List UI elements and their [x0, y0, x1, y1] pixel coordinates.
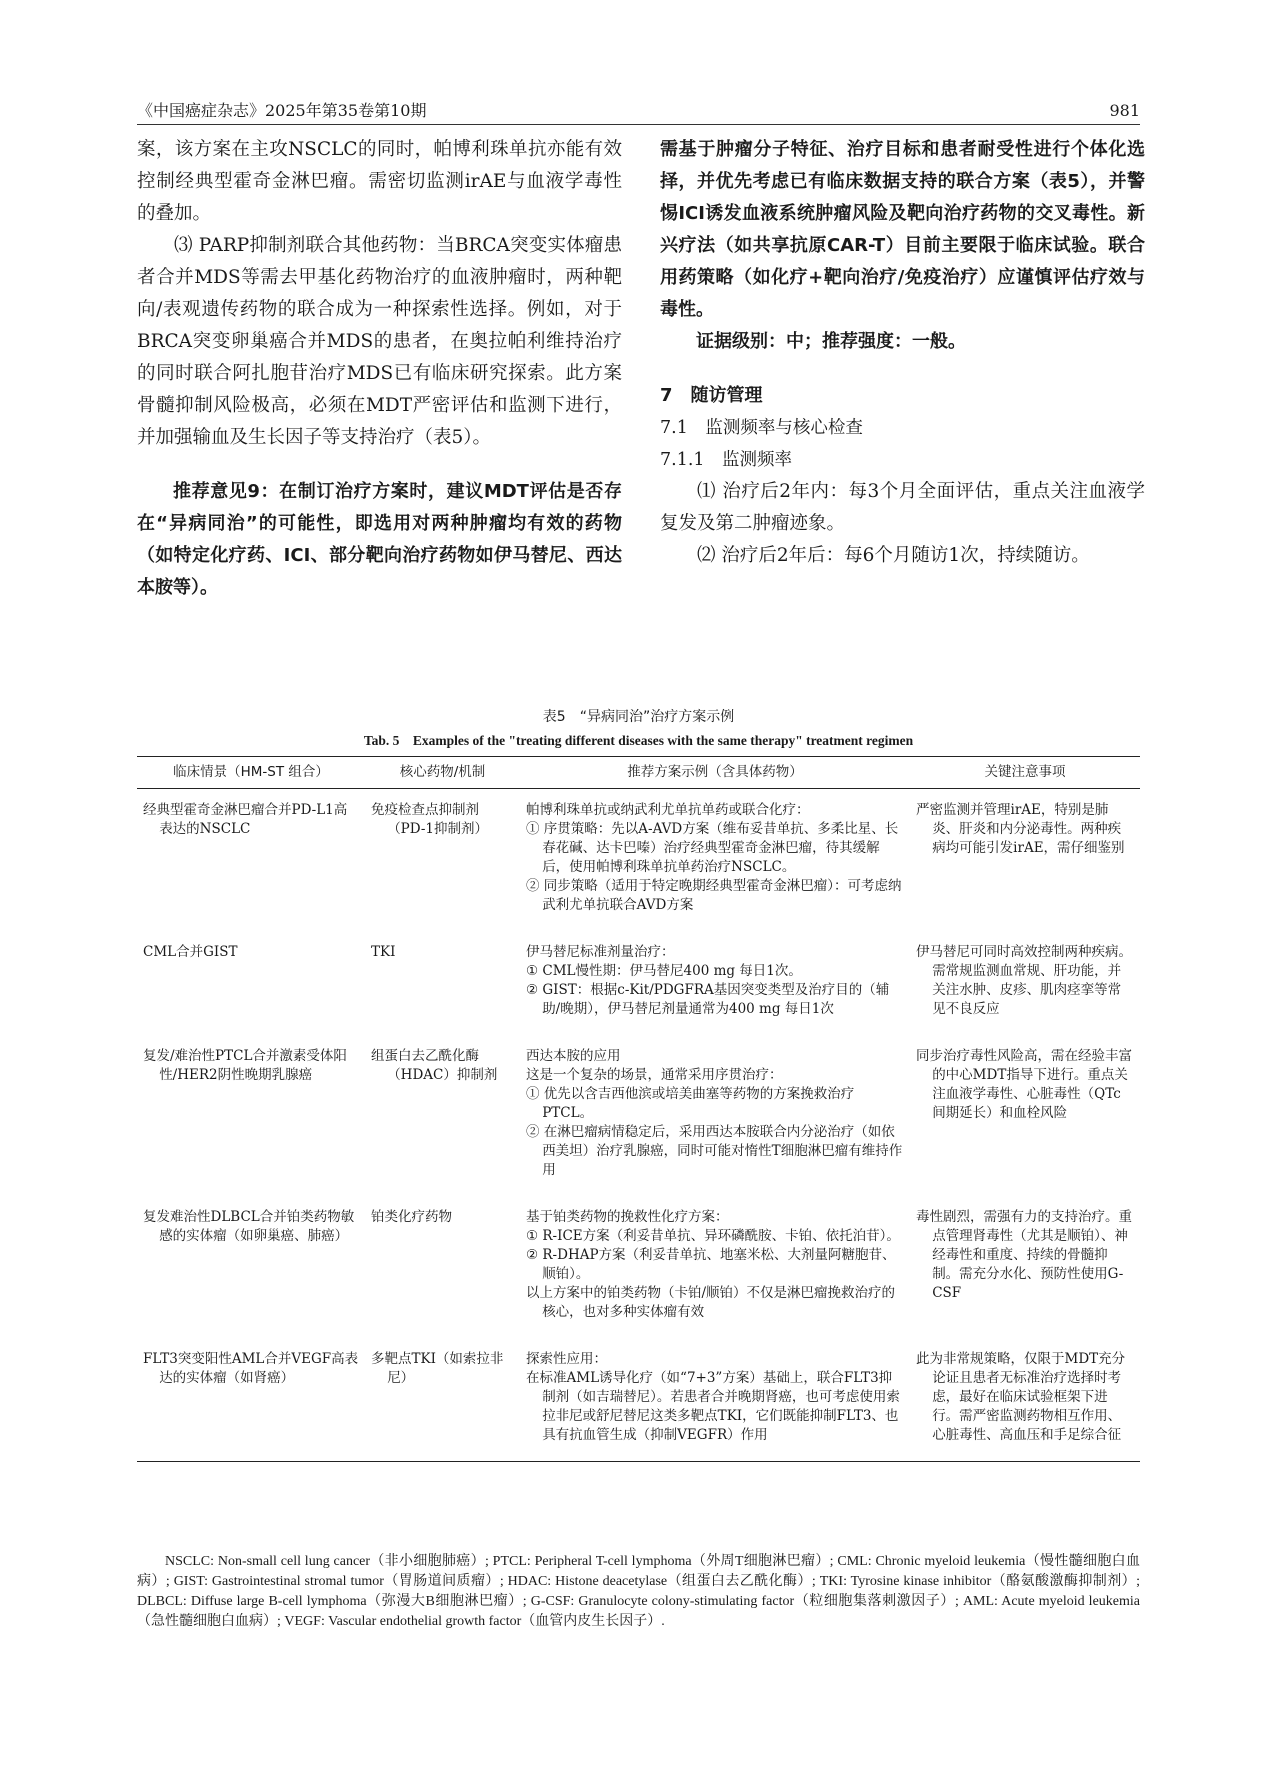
cell-drug-text: 多靶点TKI（如索拉非尼）	[371, 1351, 504, 1386]
cell-scenario	[137, 789, 365, 932]
cell-notes-text: 伊马替尼可同时高效控制两种疾病。需常规监测血常规、肝功能，并关注水肿、皮疹、肌肉痉挛等常见不良反应	[916, 944, 1132, 1017]
cell-drug	[365, 931, 520, 1035]
cell-drug	[365, 1035, 520, 1196]
right-column	[660, 134, 1145, 572]
cell-scenario-text: 经典型霍奇金淋巴瘤合并PD-L1高表达的NSCLC	[143, 802, 348, 837]
table-row	[137, 1338, 1140, 1462]
plan-item: ② GIST：根据c-Kit/PDGFRA基因突变类型及治疗目的（辅助/晚期），伊马替尼剂量通常为400 mg 每日1次	[526, 982, 890, 1017]
cell-scenario	[137, 1338, 365, 1462]
plan-item: ① CML慢性期：伊马替尼400 mg 每日1次。	[526, 963, 802, 979]
plan-item: ② R-DHAP方案（利妥昔单抗、地塞米松、大剂量阿糖胞苷、顺铂）。	[526, 1247, 896, 1282]
table-row	[137, 1196, 1140, 1338]
plan-item: ① 序贯策略：先以A-AVD方案（维布妥昔单抗、多柔比星、长春花碱、达卡巴嗪）治疗经典型霍奇金淋巴瘤，待其缓解后，使用帕博利珠单抗单药治疗NSCLC。	[526, 821, 899, 875]
followup-item-2: ⑵ 治疗后2年后：每6个月随访1次，持续随访。	[697, 545, 1090, 566]
cell-plan	[520, 789, 910, 932]
table-row	[137, 931, 1140, 1035]
table-header-row	[137, 757, 1140, 789]
journal-title: 《中国癌症杂志》2025年第35卷第10期	[137, 101, 427, 120]
plan-item: ② 同步策略（适用于特定晚期经典型霍奇金淋巴瘤）：可考虑纳武利尤单抗联合AVD方案	[526, 878, 902, 913]
cell-scenario-text: 复发/难治性PTCL合并激素受体阳性/HER2阴性晚期乳腺癌	[143, 1048, 347, 1083]
followup-item-1: ⑴ 治疗后2年内：每3个月全面评估，重点关注血液学复发及第二肿瘤迹象。	[660, 481, 1145, 534]
page-number: 981	[1109, 101, 1140, 120]
cell-scenario	[137, 1196, 365, 1338]
table-footnote	[137, 1552, 1140, 1632]
cell-plan	[520, 931, 910, 1035]
cell-drug	[365, 789, 520, 932]
cell-drug-text: 铂类化疗药物	[371, 1209, 452, 1225]
plan-intro: 帕博利珠单抗或纳武利尤单抗单药或联合化疗：	[526, 802, 810, 818]
cell-scenario	[137, 1035, 365, 1196]
cell-drug	[365, 1196, 520, 1338]
cell-notes	[910, 1338, 1140, 1462]
table-caption-cn: 表5 “异病同治”治疗方案示例	[542, 709, 735, 725]
cell-notes-text: 此为非常规策略，仅限于MDT充分论证且患者无标准治疗选择时考虑，最好在临床试验框架下进行。需严密监测药物相互作用、心脏毒性、高血压和手足综合征	[916, 1351, 1126, 1443]
cell-scenario-text: FLT3突变阳性AML合并VEGF高表达的实体瘤（如肾癌）	[143, 1351, 359, 1386]
left-column	[137, 134, 622, 604]
col-header-notes: 关键注意事项	[910, 757, 1140, 789]
cell-notes-text: 毒性剧烈，需强有力的支持治疗。重点管理肾毒性（尤其是顺铂）、神经毒性和重度、持续的骨髓抑制。需充分水化、预防性使用G-CSF	[916, 1209, 1132, 1301]
col-header-scenario: 临床情景（HM-ST 组合）	[137, 757, 365, 789]
cell-notes-text: 同步治疗毒性风险高，需在经验丰富的中心MDT指导下进行。重点关注血液学毒性、心脏毒性（QTc间期延长）和血栓风险	[916, 1048, 1132, 1121]
abbreviation-list: NSCLC: Non-small cell lung cancer（非小细胞肺癌）; PTCL: Peripheral T-cell lymphoma（外周T细胞淋巴瘤）; CML: Chronic myeloid leukemia（慢性髓细胞白血病）; GIST: Gastrointestinal stromal tumor（胃肠道间质瘤）; HDAC: Histone deacetylase（组蛋白去乙酰化酶）; TKI: Tyrosine kinase inhibitor（酪氨酸激酶抑制剂）; DLBCL: Diffuse large B-cell lymphoma（弥漫大B细胞淋巴瘤）; G-CSF: Granulocyte colony-stimulating factor（粒细胞集落刺激因子）; AML: Acute myeloid leukemia（急性髓细胞白血病）; VEGF: Vascular endothelial growth factor（血管内皮生长因子）.	[137, 1554, 1140, 1629]
cell-plan	[520, 1196, 910, 1338]
cell-plan	[520, 1035, 910, 1196]
plan-item: 在标准AML诱导化疗（如“7+3”方案）基础上，联合FLT3抑制剂（如吉瑞替尼）。若患者合并晚期肾癌，也可考虑使用索拉非尼或舒尼替尼这类多靶点TKI，它们既能抑制FLT3、也具有抗血管生成（抑制VEGFR）作用	[526, 1370, 900, 1443]
recommendation-9: 推荐意见9：在制订治疗方案时，建议MDT评估是否存在“异病同治”的可能性，即选用对两种肿瘤均有效的药物（如特定化疗药、ICI、部分靶向治疗药物如伊马替尼、西达本胺等）。	[137, 481, 622, 598]
cell-notes	[910, 931, 1140, 1035]
cell-plan	[520, 1338, 910, 1462]
cell-scenario-text: 复发难治性DLBCL合并铂类药物敏感的实体瘤（如卵巢癌、肺癌）	[143, 1209, 355, 1244]
plan-intro: 西达本胺的应用 这是一个复杂的场景，通常采用序贯治疗：	[526, 1048, 783, 1083]
cell-notes	[910, 1035, 1140, 1196]
cell-drug-text: 免疫检查点抑制剂（PD-1抑制剂）	[371, 802, 488, 837]
cell-drug-text: TKI	[371, 944, 396, 960]
cell-drug	[365, 1338, 520, 1462]
plan-item: ① 优先以含吉西他滨或培美曲塞等药物的方案挽救治疗PTCL。	[526, 1086, 855, 1121]
section-heading-7-1-1: 7.1.1 监测频率	[660, 450, 793, 470]
table-caption-en: Tab. 5 Examples of the "treating different diseases with the same therapy" treatment regimen	[363, 733, 914, 748]
paragraph-parp: ⑶ PARP抑制剂联合其他药物：当BRCA突变实体瘤患者合并MDS等需去甲基化药物治疗的血液肿瘤时，两种靶向/表观遗传药物的联合成为一种探索性选择。例如，对于BRCA突变卵巢癌合并MDS的患者，在奥拉帕利维持治疗的同时联合阿扎胞苷治疗MDS已有临床研究探索。此方案骨髓抑制风险极高，必须在MDT严密评估和监测下进行，并加强输血及生长因子等支持治疗（表5）。	[137, 235, 622, 448]
running-header	[137, 98, 1140, 125]
paragraph-continued: 案，该方案在主攻NSCLC的同时，帕博利珠单抗亦能有效控制经典型霍奇金淋巴瘤。需密切监测irAE与血液学毒性的叠加。	[137, 139, 622, 224]
cell-scenario	[137, 931, 365, 1035]
cell-notes	[910, 1196, 1140, 1338]
section-heading-7-1: 7.1 监测频率与核心检查	[660, 418, 863, 438]
plan-item: ① R-ICE方案（利妥昔单抗、异环磷酰胺、卡铂、依托泊苷）。	[526, 1228, 900, 1244]
recommendation-9-continued: 需基于肿瘤分子特征、治疗目标和患者耐受性进行个体化选择，并优先考虑已有临床数据支持的联合方案（表5），并警惕ICI诱发血液系统肿瘤风险及靶向治疗药物的交叉毒性。新兴疗法（如共享抗原CAR-T）目前主要限于临床试验。联合用药策略（如化疗+靶向治疗/免疫治疗）应谨慎评估疗效与毒性。	[660, 139, 1145, 320]
plan-outro: 以上方案中的铂类药物（卡铂/顺铂）不仅是淋巴瘤挽救治疗的核心，也对多种实体瘤有效	[526, 1285, 896, 1320]
table-row	[137, 789, 1140, 932]
col-header-drug: 核心药物/机制	[365, 757, 520, 789]
plan-intro: 伊马替尼标准剂量治疗：	[526, 944, 675, 960]
section-heading-7: 7 随访管理	[660, 385, 763, 406]
plan-item: ② 在淋巴瘤病情稳定后，采用西达本胺联合内分泌治疗（如依西美坦）治疗乳腺癌，同时可能对惰性T细胞淋巴瘤有维持作用	[526, 1124, 903, 1178]
cell-notes-text: 严密监测并管理irAE，特别是肺炎、肝炎和内分泌毒性。两种疾病均可能引发irAE，需仔细鉴别	[916, 802, 1125, 856]
plan-intro: 基于铂类药物的挽救性化疗方案：	[526, 1209, 729, 1225]
table-row	[137, 1035, 1140, 1196]
plan-intro: 探索性应用：	[526, 1351, 607, 1367]
cell-drug-text: 组蛋白去乙酰化酶（HDAC）抑制剂	[371, 1048, 498, 1083]
treatment-table	[137, 756, 1140, 1462]
col-header-plan: 推荐方案示例（含具体药物）	[520, 757, 910, 789]
evidence-level: 证据级别：中；推荐强度：一般。	[696, 331, 966, 352]
cell-notes	[910, 789, 1140, 932]
cell-scenario-text: CML合并GIST	[143, 944, 238, 960]
